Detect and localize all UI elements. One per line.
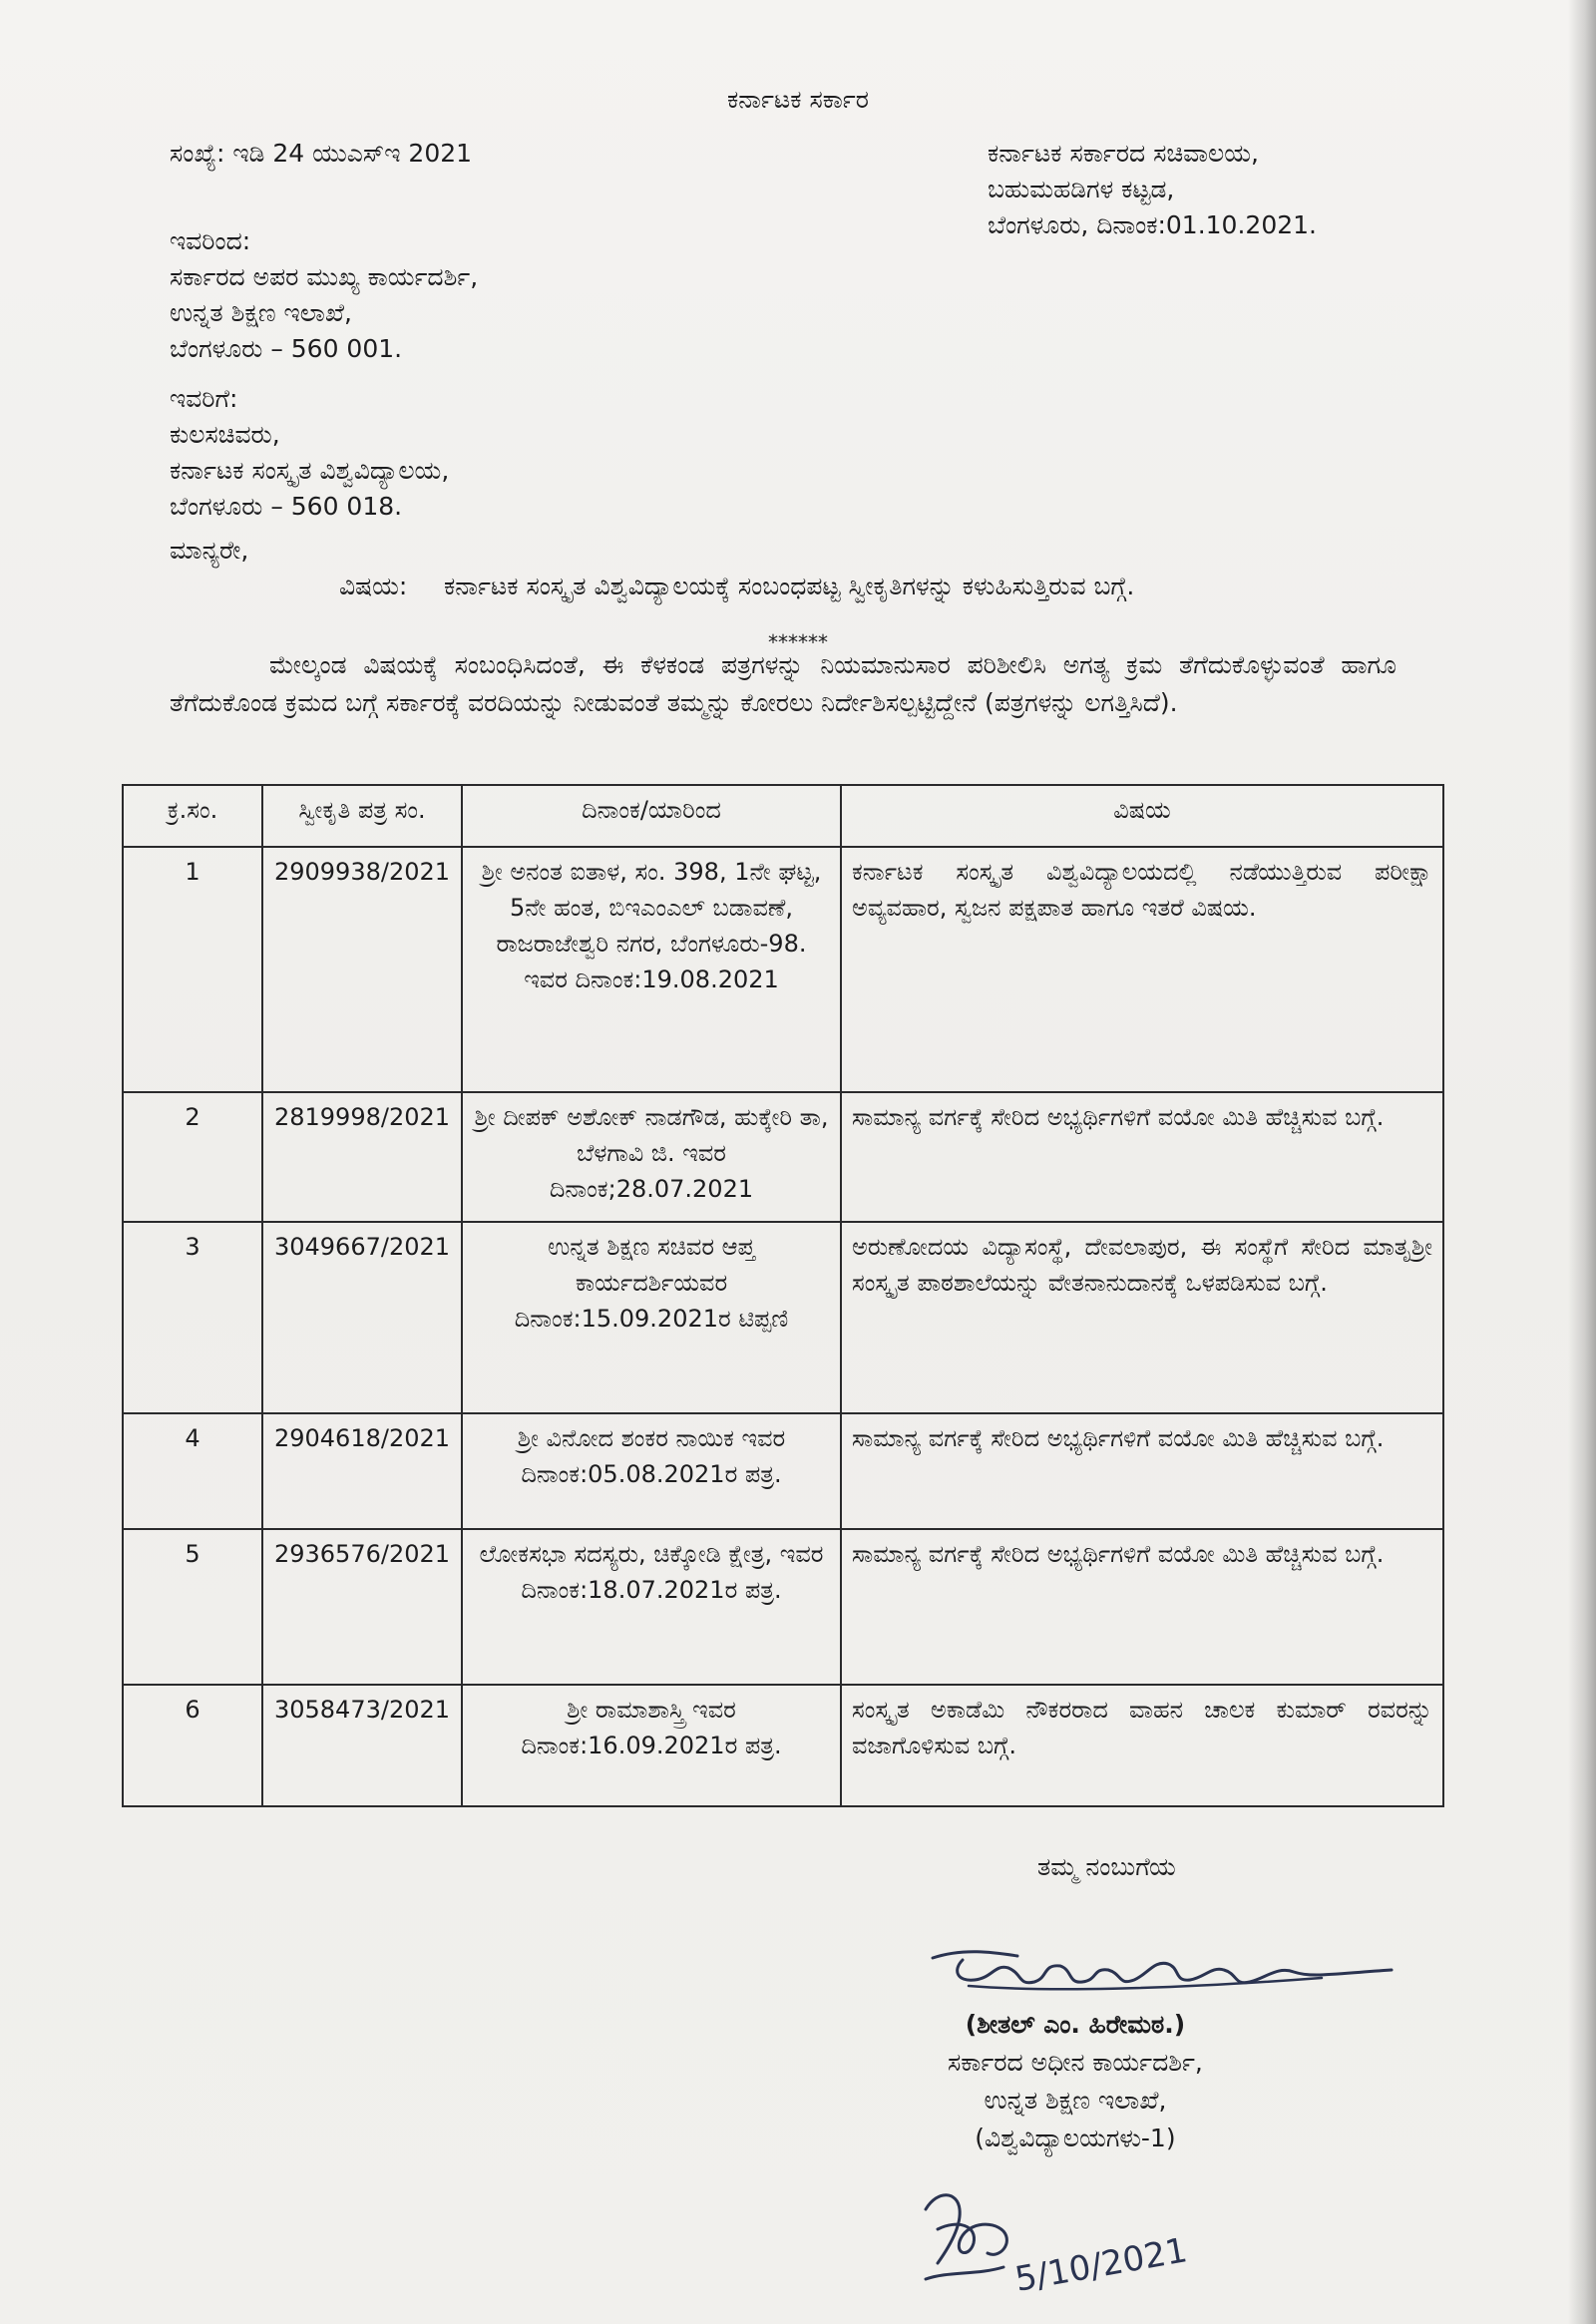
table-row bbox=[123, 847, 1443, 1092]
table-row bbox=[123, 1222, 1443, 1413]
initials-stroke bbox=[926, 2195, 1006, 2279]
initials-date-text: 5/10/2021 bbox=[1011, 2230, 1191, 2300]
table-row bbox=[123, 1685, 1443, 1806]
signatory-department: ಉನ್ನತ ಶಿಕ್ಷಣ ಇಲಾಖೆ, bbox=[984, 2086, 1167, 2115]
cell-subject: ಸಾಮಾನ್ಯ ವರ್ಗಕ್ಕೆ ಸೇರಿದ ಅಭ್ಯರ್ಥಿಗಳಿಗೆ ವಯೋ ಮಿತಿ ಹೆಚ್ಚಿಸುವ ಬಗ್ಗೆ. bbox=[841, 1092, 1443, 1222]
office-address-line: ಬಹುಮಹಡಿಗಳ ಕಟ್ಟಡ, bbox=[988, 175, 1175, 203]
table-row bbox=[123, 1092, 1443, 1222]
receipts-table bbox=[122, 784, 1444, 1807]
header-date-from: ದಿನಾಂಕ/ಯಾರಿಂದ bbox=[462, 785, 841, 847]
from-line: ಉನ್ನತ ಶಿಕ್ಷಣ ಇಲಾಖೆ, bbox=[170, 298, 352, 327]
subject-line bbox=[339, 569, 1387, 604]
closing-phrase: ತಮ್ಮ ನಂಬುಗೆಯ bbox=[1037, 1852, 1176, 1881]
from-line: ಸರ್ಕಾರದ ಅಪರ ಮುಖ್ಯ ಕಾರ್ಯದರ್ಶಿ, bbox=[170, 262, 479, 291]
to-line: ಬೆಂಗಳೂರು – 560 018. bbox=[170, 492, 403, 521]
cell-receipt-number: 2819998/2021 bbox=[262, 1092, 462, 1222]
cell-serial: 3 bbox=[123, 1222, 262, 1413]
government-heading: ಕರ್ನಾಟಕ ಸರ್ಕಾರ bbox=[727, 85, 869, 114]
cell-serial: 5 bbox=[123, 1529, 262, 1685]
from-line: ಬೆಂಗಳೂರು – 560 001. bbox=[170, 334, 403, 363]
cell-serial: 6 bbox=[123, 1685, 262, 1806]
cell-subject: ಅರುಣೋದಯ ವಿದ್ಯಾಸಂಸ್ಥೆ, ದೇವಲಾಪುರ, ಈ ಸಂಸ್ಥೆಗೆ ಸೇರಿದ ಮಾತೃಶ್ರೀ ಸಂಸ್ಕೃತ ಪಾಠಶಾಲೆಯನ್ನು ವೇತನಾನುದಾನಕ್ಕೆ ಒಳಪಡಿಸುವ ಬಗ್ಗೆ. bbox=[841, 1222, 1443, 1413]
subject-text: ಕರ್ನಾಟಕ ಸಂಸ್ಕೃತ ವಿಶ್ವವಿದ್ಯಾಲಯಕ್ಕೆ ಸಂಬಂಧಪಟ್ಟ ಸ್ವೀಕೃತಿಗಳನ್ನು ಕಳುಹಿಸುತ್ತಿರುವ ಬಗ್ಗೆ. bbox=[444, 572, 1135, 600]
table-header-row bbox=[123, 785, 1443, 847]
header-subject: ವಿಷಯ bbox=[841, 785, 1443, 847]
table-row bbox=[123, 1413, 1443, 1529]
signatory-section: (ವಿಶ್ವವಿದ್ಯಾಲಯಗಳು-1) bbox=[975, 2124, 1176, 2152]
cell-serial: 4 bbox=[123, 1413, 262, 1529]
cell-date-from: ಶ್ರೀ ವಿನೋದ ಶಂಕರ ನಾಯಿಕ ಇವರ ದಿನಾಂಕ:05.08.2021ರ ಪತ್ರ. bbox=[462, 1413, 841, 1529]
separator-stars: ****** bbox=[768, 630, 828, 654]
cell-date-from: ಶ್ರೀ ಅನಂತ ಐತಾಳ, ಸಂ. 398, 1ನೇ ಘಟ್ಟ, 5ನೇ ಹಂತ, ಬಿಇಎಂಎಲ್ ಬಡಾವಣೆ, ರಾಜರಾಜೇಶ್ವರಿ ನಗರ, ಬೆಂಗಳೂರು-98. ಇವರ ದಿನಾಂಕ:19.08.2021 bbox=[462, 847, 841, 1092]
office-address bbox=[988, 136, 1317, 243]
page-edge-shadow bbox=[1568, 0, 1596, 2324]
cell-receipt-number: 3049667/2021 bbox=[262, 1222, 462, 1413]
cell-serial: 1 bbox=[123, 847, 262, 1092]
cell-date-from: ಶ್ರೀ ದೀಪಕ್ ಅಶೋಕ್ ನಾಡಗೌಡ, ಹುಕ್ಕೇರಿ ತಾ, ಬೆಳಗಾವಿ ಜಿ. ಇವರ ದಿನಾಂಕ;28.07.2021 bbox=[462, 1092, 841, 1222]
subject-label: ವಿಷಯ: bbox=[339, 572, 408, 600]
cell-date-from: ಶ್ರೀ ರಾಮಾಶಾಸ್ತ್ರಿ ಇವರ ದಿನಾಂಕ:16.09.2021ರ ಪತ್ರ. bbox=[462, 1685, 841, 1806]
reference-number: ಸಂಖ್ಯೆ: ಇಡಿ 24 ಯುಎಸ್ಇ 2021 bbox=[170, 139, 473, 168]
header-serial: ಕ್ರ.ಸಂ. bbox=[123, 785, 262, 847]
cell-receipt-number: 2904618/2021 bbox=[262, 1413, 462, 1529]
cell-receipt-number: 2936576/2021 bbox=[262, 1529, 462, 1685]
handwritten-initials bbox=[908, 2179, 1247, 2309]
signature-image bbox=[923, 1930, 1401, 2010]
cell-subject: ಸಾಮಾನ್ಯ ವರ್ಗಕ್ಕೆ ಸೇರಿದ ಅಭ್ಯರ್ಥಿಗಳಿಗೆ ವಯೋ ಮಿತಿ ಹೆಚ್ಚಿಸುವ ಬಗ್ಗೆ. bbox=[841, 1529, 1443, 1685]
cell-subject: ಕರ್ನಾಟಕ ಸಂಸ್ಕೃತ ವಿಶ್ವವಿದ್ಯಾಲಯದಲ್ಲಿ ನಡೆಯುತ್ತಿರುವ ಪರೀಕ್ಷಾ ಅವ್ಯವಹಾರ, ಸ್ವಜನ ಪಕ್ಷಪಾತ ಹಾಗೂ ಇತರೆ ವಿಷಯ. bbox=[841, 847, 1443, 1092]
cell-receipt-number: 2909938/2021 bbox=[262, 847, 462, 1092]
office-address-line: ಬೆಂಗಳೂರು, ದಿನಾಂಕ:01.10.2021. bbox=[988, 210, 1317, 239]
salutation: ಮಾನ್ಯರೇ, bbox=[170, 536, 249, 565]
to-block bbox=[170, 381, 449, 525]
signatory-designation: ಸರ್ಕಾರದ ಅಧೀನ ಕಾರ್ಯದರ್ಶಿ, bbox=[948, 2048, 1203, 2077]
to-line: ಕುಲಸಚಿವರು, bbox=[170, 420, 280, 449]
cell-subject: ಸಂಸ್ಕೃತ ಅಕಾಡೆಮಿ ನೌಕರರಾದ ವಾಹನ ಚಾಲಕ ಕುಮಾರ್ ರವರನ್ನು ವಜಾಗೊಳಿಸುವ ಬಗ್ಗೆ. bbox=[841, 1685, 1443, 1806]
from-label: ಇವರಿಂದ: bbox=[170, 226, 251, 255]
body-paragraph: ಮೇಲ್ಕಂಡ ವಿಷಯಕ್ಕೆ ಸಂಬಂಧಿಸಿದಂತೆ, ಈ ಕೆಳಕಂಡ ಪತ್ರಗಳನ್ನು ನಿಯಮಾನುಸಾರ ಪರಿಶೀಲಿಸಿ ಅಗತ್ಯ ಕ್ರಮ ತೆಗೆದುಕೊಳ್ಳುವಂತೆ ಹಾಗೂ ತೆಗೆದುಕೊಂಡ ಕ್ರಮದ ಬಗ್ಗೆ ಸರ್ಕಾರಕ್ಕೆ ವರದಿಯನ್ನು ನೀಡುವಂತೆ ತಮ್ಮನ್ನು ಕೋರಲು ನಿರ್ದೇಶಿಸಲ್ಪಟ್ಟಿದ್ದೇನೆ (ಪತ್ರಗಳನ್ನು ಲಗತ್ತಿಸಿದೆ). bbox=[170, 650, 1396, 717]
office-address-line: ಕರ್ನಾಟಕ ಸರ್ಕಾರದ ಸಚಿವಾಲಯ, bbox=[988, 139, 1259, 168]
to-line: ಕರ್ನಾಟಕ ಸಂಸ್ಕೃತ ವಿಶ್ವವಿದ್ಯಾಲಯ, bbox=[170, 456, 450, 485]
to-label: ಇವರಿಗೆ: bbox=[170, 384, 238, 413]
cell-subject: ಸಾಮಾನ್ಯ ವರ್ಗಕ್ಕೆ ಸೇರಿದ ಅಭ್ಯರ್ಥಿಗಳಿಗೆ ವಯೋ ಮಿತಿ ಹೆಚ್ಚಿಸುವ ಬಗ್ಗೆ. bbox=[841, 1413, 1443, 1529]
signatory-name: (ಶೀತಲ್ ಎಂ. ಹಿರೇಮಠ.) bbox=[965, 2010, 1186, 2039]
from-block bbox=[170, 223, 478, 367]
cell-date-from: ಉನ್ನತ ಶಿಕ್ಷಣ ಸಚಿವರ ಆಪ್ತ ಕಾರ್ಯದರ್ಶಿಯವರ ದಿನಾಂಕ:15.09.2021ರ ಟಿಪ್ಪಣಿ bbox=[462, 1222, 841, 1413]
header-receipt-number: ಸ್ವೀಕೃತಿ ಪತ್ರ ಸಂ. bbox=[262, 785, 462, 847]
cell-date-from: ಲೋಕಸಭಾ ಸದಸ್ಯರು, ಚಿಕ್ಕೋಡಿ ಕ್ಷೇತ್ರ, ಇವರ ದಿನಾಂಕ:18.07.2021ರ ಪತ್ರ. bbox=[462, 1529, 841, 1685]
cell-serial: 2 bbox=[123, 1092, 262, 1222]
cell-receipt-number: 3058473/2021 bbox=[262, 1685, 462, 1806]
table-row bbox=[123, 1529, 1443, 1685]
signatory-block bbox=[948, 2007, 1203, 2158]
